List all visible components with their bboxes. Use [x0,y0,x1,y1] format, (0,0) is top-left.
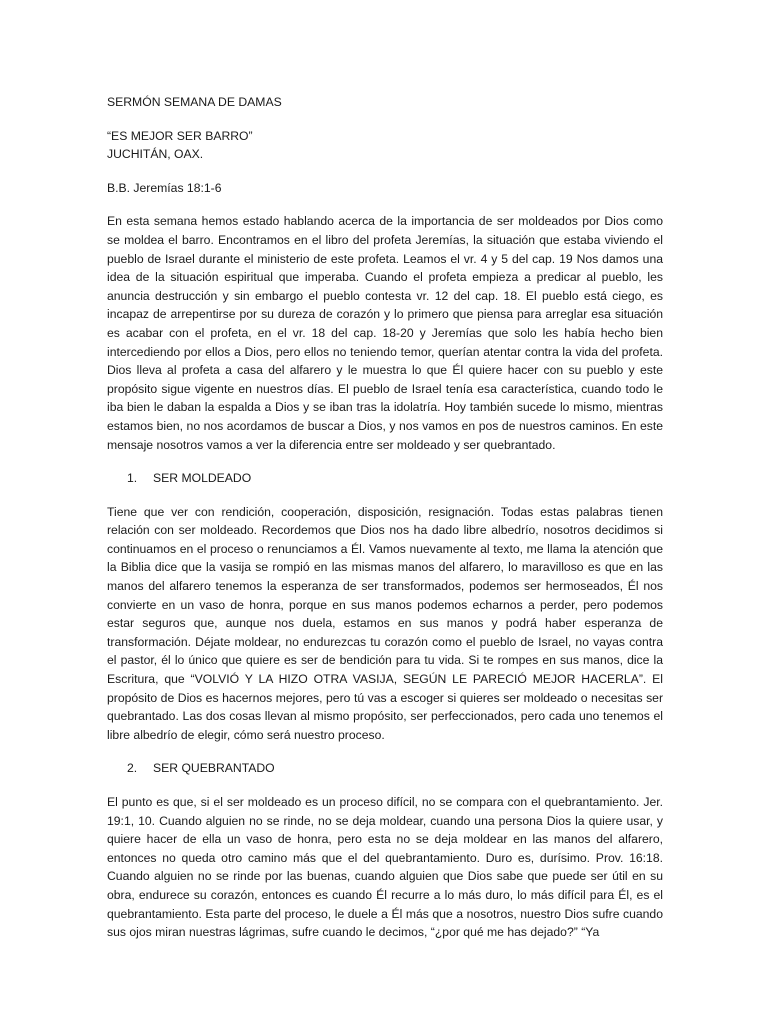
bible-reference: B.B. Jeremías 18:1-6 [107,180,222,195]
section-2-title: SER QUEBRANTADO [153,761,275,776]
sermon-subtitle-block [107,127,663,164]
section-2-heading [107,759,663,778]
section-1-title: SER MOLDEADO [153,471,252,486]
intro-paragraph: En esta semana hemos estado hablando acerca de la importancia de ser moldeados por Dios como se moldea el barro. Encontramos en el libro del profeta Jeremías, la situación que estaba viviendo el pueblo de Israel durante el ministerio de este profeta. Leamos el vr. 4 y 5 del cap. 19 Nos damos una idea de la situación espiritual que imperaba. Cuando el profeta empieza a predicar al pueblo, les anuncia destrucción y sin embargo el pueblo contesta vr. 12 del cap. 18. El pueblo está ciego, es incapaz de arrepentirse por su dureza de corazón y lo primero que piensa para arreglar esa situación es acabar con el profeta, en el vr. 18 del cap. 18-20 y Jeremías que solo les había hecho bien intercediendo por ellos a Dios, pero ellos no teniendo temor, querían atentar contra la vida del profeta. Dios lleva al profeta a casa del alfarero y le muestra lo que Él quiere hacer con su pueblo y este propósito sigue vigente en nuestros días. El pueblo de Israel tenía esa característica, cuando todo le iba bien le daban la espalda a Dios y se iban tras la idolatría. Hoy también sucede lo mismo, mientras estamos bien, no nos acordamos de buscar a Dios, y nos vamos en pos de nuestros caminos. En este mensaje nosotros vamos a ver la diferencia entre ser moldeado y ser quebrantado. [107,214,663,452]
section-1-paragraph: Tiene que ver con rendición, cooperación, disposición, resignación. Todas estas palabras tienen relación con ser moldeado. Recordemos que Dios nos ha dado libre albedrío, nosotros decidimos si continuamos en el proceso o renunciamos a Él. Vamos nuevamente al texto, me llama la atención que la Biblia dice que la vasija se rompió en las mismas manos del alfarero, lo maravilloso es que en las manos del alfarero tenemos la esperanza de ser transformados, podemos ser hermoseados, Él nos convierte en un vaso de honra, porque en sus manos podemos echarnos a perder, pero podemos estar seguros que, aunque nos duela, estamos en sus manos y podrá haber esperanza de transformación. Déjate moldear, no endurezcas tu corazón como el pueblo de Israel, no vayas contra el pastor, él lo único que quiere es ser de bendición para tu vida. Si te rompes en sus manos, dice la Escritura, que “VOLVIÓ Y LA HIZO OTRA VASIJA, SEGÚN LE PARECIÓ MEJOR HACERLA”. El propósito de Dios es hacernos mejores, pero tú vas a escoger si quieres ser moldeado o necesitas ser quebrantado. Las dos cosas llevan al mismo propósito, ser perfeccionados, pero cada uno tenemos el libre albedrío de elegir, cómo será nuestro proceso. [107,504,663,742]
section-2-paragraph: El punto es que, si el ser moldeado es un proceso difícil, no se compara con el quebrantamiento. Jer. 19:1, 10. Cuando alguien no se rinde, no se deja moldear, cuando una persona Dios la quiere usar, y quiere hacer de ella un vaso de honra, pero esta no se deja moldear en las manos del alfarero, entonces no queda otro camino más que el del quebrantamiento. Duro es, durísimo. Prov. 16:18. Cuando alguien no se rinde por las buenas, cuando alguien que Dios sabe que puede ser útil en su obra, endurece su corazón, entonces es cuando Él recurre a lo más duro, lo más difícil para Él, es el quebrantamiento. Esta parte del proceso, le duele a Él más que a nosotros, nuestro Dios sufre cuando sus ojos miran nuestras lágrimas, sufre cuando le decimos, “¿por qué me has dejado?” “Ya [107,795,663,940]
section-1-number: 1. [127,471,138,486]
sermon-theme: “ES MEJOR SER BARRO” [107,128,253,143]
section-2-number: 2. [127,761,138,776]
section-1-heading [107,469,663,488]
sermon-title: SERMÓN SEMANA DE DAMAS [107,95,282,109]
sermon-location: JUCHITÁN, OAX. [107,147,204,162]
document-content [107,93,663,957]
